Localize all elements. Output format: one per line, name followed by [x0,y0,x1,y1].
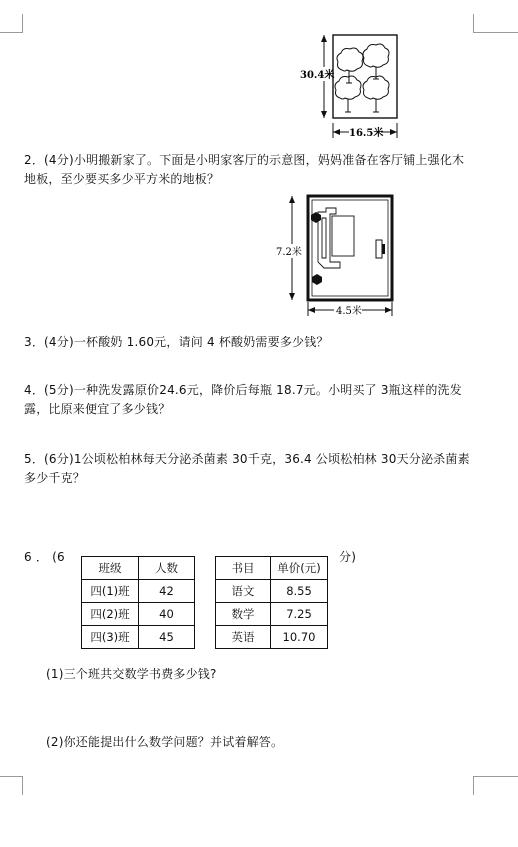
table-row [216,603,328,626]
table-row [216,580,328,603]
question-6-sub-1: (1)三个班共交数学书费多少钱? [46,667,217,681]
table-header-row [216,557,328,580]
question-6-prefix: 6 ． (6 [24,550,65,564]
table-cell: 四(1)班 [82,580,139,603]
table-cell: 42 [139,580,195,603]
table-header-row [82,557,195,580]
class-size-table [81,556,195,649]
table-cell: 7.25 [271,603,328,626]
sofa-icon [318,208,354,268]
table-cell: 语文 [216,580,271,603]
q1-height-label: 30.4米 [300,70,335,81]
table-row [216,626,328,649]
table-cell: 四(3)班 [82,626,139,649]
table-cell: 10.70 [271,626,328,649]
question-6-sub-2: (2)你还能提出什么数学问题？并试着解答。 [46,735,284,749]
table-header-cell: 书目 [216,557,271,580]
table-row [82,580,195,603]
question-5: 5．(6分)1公顷松柏林每天分泌杀菌素 30千克，36.4 公顷松柏林 30天分泌杀菌素多少千克？ [24,452,470,485]
question-3: 3．(4分)一杯酸奶 1.60元，请问 4 杯酸奶需要多少钱？ [24,335,329,349]
crop-mark-top-left [0,14,23,33]
tree-icon [335,44,389,112]
question-6-suffix: 分) [339,550,357,564]
q2-width-label: 4.5米 [336,306,362,317]
crop-mark-top-right [473,14,518,33]
table-row [82,626,195,649]
crop-mark-bottom-left [0,776,23,795]
table-cell: 英语 [216,626,271,649]
table-cell: 数学 [216,603,271,626]
book-price-table [215,556,328,649]
table-header-cell: 单价(元) [271,557,328,580]
table-cell: 40 [139,603,195,626]
question-2: 2．(4分)小明搬新家了。下面是小明家客厅的示意图，妈妈准备在客厅铺上强化木地板，至少要买多少平方米的地板？ [24,153,465,186]
table-header-cell: 人数 [139,557,195,580]
table-cell: 8.55 [271,580,328,603]
q1-width-label: 16.5米 [349,128,384,139]
crop-mark-bottom-right [473,776,518,795]
q1-figure [296,28,406,142]
table-header-cell: 班级 [82,557,139,580]
question-4: 4．(5分)一种洗发露原价24.6元，降价后每瓶 18.7元。小明买了 3瓶这样的洗发露，比原来便宜了多少钱？ [24,383,462,416]
table-cell: 45 [139,626,195,649]
q2-figure [270,192,400,322]
table-cell: 四(2)班 [82,603,139,626]
q2-height-label: 7.2米 [276,247,302,258]
table-row [82,603,195,626]
